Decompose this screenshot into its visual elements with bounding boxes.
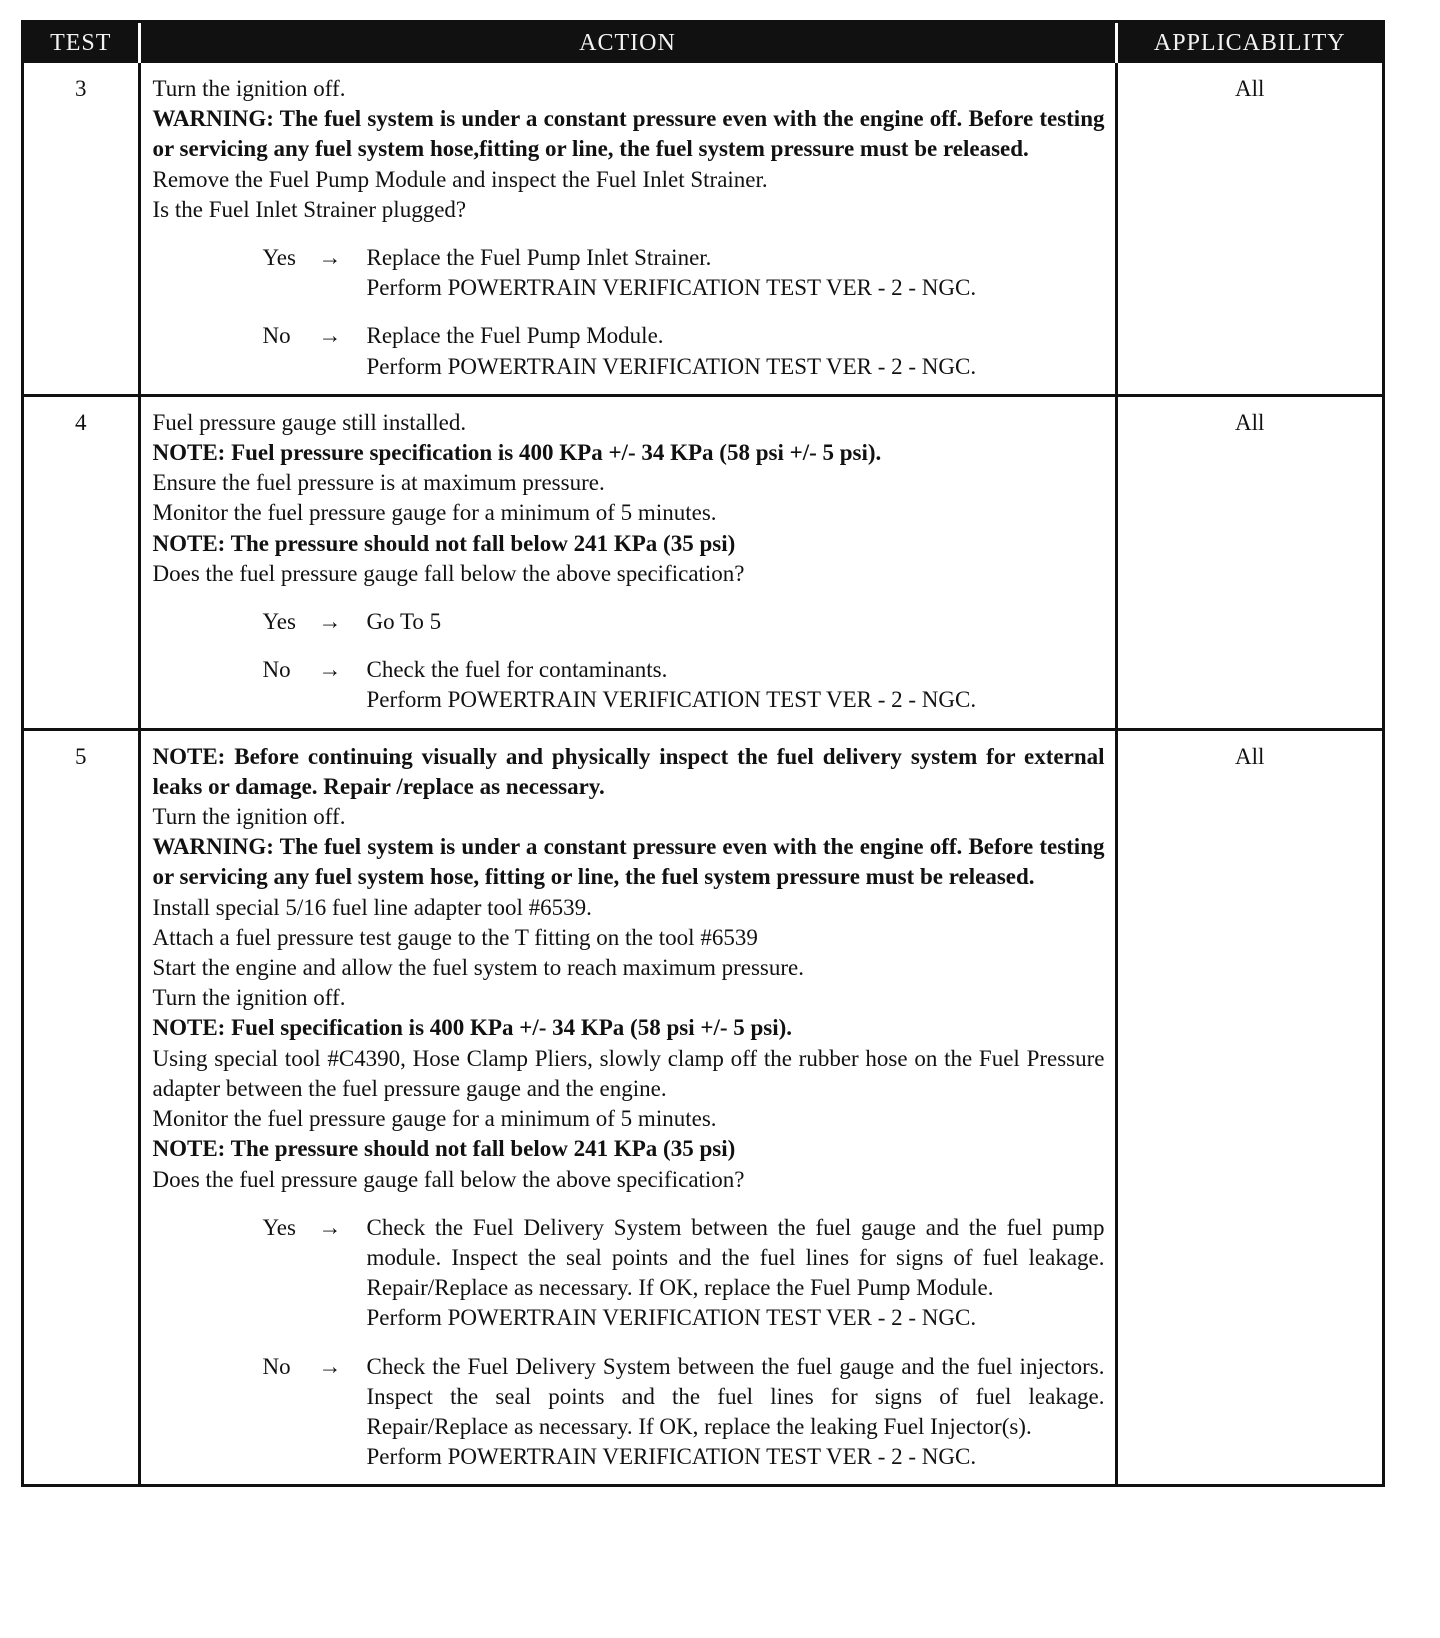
- branch-answer: Yes: [262, 245, 296, 271]
- branch-result-line: Perform POWERTRAIN VERIFICATION TEST VER - 2 - NGC.: [366, 687, 977, 713]
- test-number: 3: [24, 63, 139, 395]
- action-note: NOTE: The pressure should not fall below 241 KPa (35 psi): [152, 530, 736, 556]
- header-action: ACTION: [139, 23, 1116, 63]
- branch-yes: [263, 1213, 1105, 1334]
- action-step: Does the fuel pressure gauge fall below the above specification?: [152, 1166, 745, 1192]
- branch-no: [263, 655, 1105, 715]
- action-note: NOTE: Fuel pressure specification is 400 KPa +/- 34 KPa (58 psi +/- 5 psi).: [152, 440, 882, 466]
- action-step: Turn the ignition off.: [152, 804, 346, 830]
- branch-result-line: Go To 5: [366, 609, 442, 635]
- branch-result-line: Replace the Fuel Pump Module.: [366, 323, 664, 349]
- branch-answer: Yes: [262, 1214, 296, 1240]
- applicability-value: All: [1116, 729, 1382, 1484]
- table-row: [24, 63, 1382, 395]
- action-note: NOTE: Fuel specification is 400 KPa +/- 34 KPa (58 psi +/- 5 psi).: [152, 1015, 793, 1041]
- branch-result-line: Perform POWERTRAIN VERIFICATION TEST VER - 2 - NGC.: [366, 1444, 977, 1470]
- branch-result-line: Check the Fuel Delivery System between the fuel gauge and the fuel injectors. Inspect the seal points and the fuel lines for signs of fuel leakage. Repair/Replace as necessary. If OK, replace the leaking Fuel Injector(s).: [366, 1353, 1105, 1439]
- branch-answer: Yes: [262, 609, 296, 635]
- branch-no: [263, 1352, 1105, 1473]
- applicability-value: All: [1116, 395, 1382, 729]
- action-step: Fuel pressure gauge still installed.: [152, 409, 467, 435]
- action-step: Monitor the fuel pressure gauge for a minimum of 5 minutes.: [152, 1106, 717, 1132]
- arrow-right-icon: →: [318, 1214, 342, 1240]
- arrow-right-icon: →: [318, 657, 342, 683]
- applicability-value: All: [1235, 76, 1265, 101]
- branch-result: [367, 1213, 1105, 1334]
- action-step: Attach a fuel pressure test gauge to the T fitting on the tool #6539: [152, 924, 758, 950]
- branch-no: [263, 321, 1105, 381]
- table-row: [24, 395, 1382, 729]
- diagnostic-test-table: [24, 23, 1382, 1484]
- arrow-right-icon: →: [318, 245, 342, 271]
- branch-result: [367, 1352, 1105, 1473]
- branch-yes: [263, 607, 1105, 637]
- diagnostic-table-sheet: [21, 20, 1385, 1487]
- branch-result-line: Replace the Fuel Pump Inlet Strainer.: [366, 245, 712, 271]
- arrow-right-icon: →: [318, 609, 342, 635]
- branch-answer: No: [262, 323, 291, 349]
- branch-result: [367, 321, 1105, 381]
- test-number: 4: [24, 395, 139, 729]
- action-cell: [139, 729, 1116, 1484]
- branch-result-line: Perform POWERTRAIN VERIFICATION TEST VER - 2 - NGC.: [366, 1305, 977, 1331]
- arrow-right-icon: →: [318, 1353, 342, 1379]
- action-step: Monitor the fuel pressure gauge for a minimum of 5 minutes.: [152, 500, 717, 526]
- header-applicability: APPLICABILITY: [1116, 23, 1382, 63]
- test-number: 5: [24, 729, 139, 1484]
- table-row: [24, 729, 1382, 1484]
- branch-result: [367, 243, 1105, 303]
- action-step: Turn the ignition off.: [152, 76, 346, 101]
- branch-result-line: Check the Fuel Delivery System between the fuel gauge and the fuel pump module. Inspect the seal points and the fuel lines for signs of fuel leakage. Repair/Replace as necessary. If OK, replace the Fuel Pump Module.: [366, 1214, 1105, 1301]
- branch-result: [367, 607, 1105, 637]
- action-note: NOTE: The pressure should not fall below 241 KPa (35 psi): [152, 1136, 736, 1162]
- action-note: WARNING: The fuel system is under a constant pressure even with the engine off. Before testing or servicing any fuel system hose, fitting or line, the fuel system pressure must be released.: [152, 834, 1105, 890]
- action-step: Is the Fuel Inlet Strainer plugged?: [152, 196, 467, 222]
- action-cell: [139, 395, 1116, 729]
- branch-result-line: Perform POWERTRAIN VERIFICATION TEST VER - 2 - NGC.: [366, 275, 977, 301]
- branch-answer: No: [262, 657, 291, 683]
- branch-yes: [263, 243, 1105, 303]
- branch-result: [367, 655, 1105, 715]
- table-header-row: [24, 23, 1382, 63]
- action-note: WARNING: The fuel system is under a constant pressure even with the engine off. Before testing or servicing any fuel system hose,fitting or line, the fuel system pressure must be released.: [152, 106, 1105, 162]
- header-test: TEST: [24, 23, 139, 63]
- arrow-right-icon: →: [318, 323, 342, 349]
- branch-result-line: Check the fuel for contaminants.: [366, 657, 668, 683]
- action-step: Start the engine and allow the fuel system to reach maximum pressure.: [152, 955, 804, 981]
- action-step: Remove the Fuel Pump Module and inspect the Fuel Inlet Strainer.: [152, 166, 768, 192]
- action-step: Install special 5/16 fuel line adapter tool #6539.: [152, 894, 592, 920]
- table-body: [24, 63, 1382, 1484]
- action-step: Ensure the fuel pressure is at maximum pressure.: [152, 470, 605, 496]
- action-step: Turn the ignition off.: [152, 985, 346, 1011]
- branch-answer: No: [262, 1353, 291, 1379]
- action-step: Does the fuel pressure gauge fall below the above specification?: [152, 560, 745, 586]
- action-step: Using special tool #C4390, Hose Clamp Pliers, slowly clamp off the rubber hose on the Fuel Pressure adapter between the fuel pressure gauge and the engine.: [152, 1045, 1105, 1101]
- branch-result-line: Perform POWERTRAIN VERIFICATION TEST VER - 2 - NGC.: [366, 353, 977, 379]
- action-cell: [139, 63, 1116, 395]
- action-note: NOTE: Before continuing visually and physically inspect the fuel delivery system for external leaks or damage. Repair /replace as necessary.: [152, 743, 1105, 799]
